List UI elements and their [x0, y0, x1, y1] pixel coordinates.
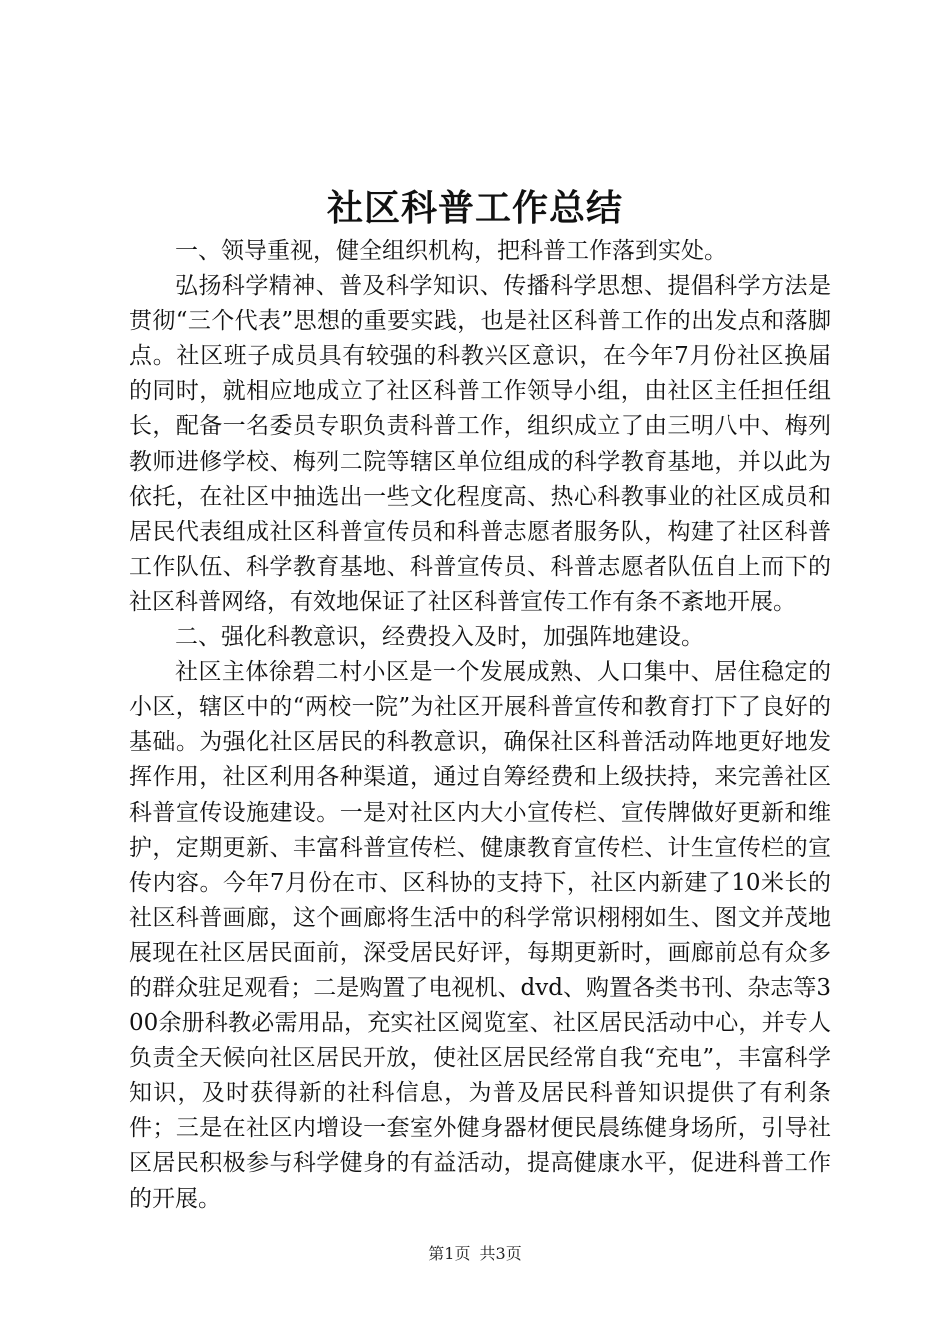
section-heading-2: 二、强化科教意识，经费投入及时，加强阵地建设。	[175, 624, 704, 651]
page-total: 共3页	[479, 1244, 522, 1263]
body-paragraph-1: 弘扬科学精神、普及科学知识、传播科学思想、提倡科学方法是贯彻“三个代表”思想的重要实践，也是社区科普工作的出发点和落脚点。社区班子成员具有较强的科教兴区意识，在今年7月份社区换届的同时，就相应地成立了社区科普工作领导小组，由社区主任担任组长，配备一名委员专职负责科普工作，组织成立了由三明八中、梅列教师进修学校、梅列二院等辖区单位组成的科学教育基地，并以此为依托，在社区中抽选出一些文化程度高、热心科教事业的社区成员和居民代表组成社区科普宣传员和科普志愿者服务队，构建了社区科普工作队伍、科学教育基地、科普宣传员、科普志愿者队伍自上而下的社区科普网络，有效地保证了社区科普宣传工作有条不紊地开展。	[129, 273, 831, 615]
document-body	[129, 234, 831, 1217]
body-paragraph-2: 社区主体徐碧二村小区是一个发展成熟、人口集中、居住稳定的小区，辖区中的“两校一院”为社区开展科普宣传和教育打下了良好的基础。为强化社区居民的科教意识，确保社区科普活动阵地更好地发挥作用，社区利用各种渠道，通过自筹经费和上级扶持，来完善社区科普宣传设施建设。一是对社区内大小宣传栏、宣传牌做好更新和维护，定期更新、丰富科普宣传栏、健康教育宣传栏、计生宣传栏的宣传内容。今年7月份在市、区科协的支持下，社区内新建了10米长的社区科普画廊，这个画廊将生活中的科学常识栩栩如生、图文并茂地展现在社区居民面前，深受居民好评，每期更新时，画廊前总有众多的群众驻足观看；二是购置了电视机、dvd、购置各类书刊、杂志等300余册科教必需用品，充实社区阅览室、社区居民活动中心，并专人负责全天候向社区居民开放，使社区居民经常自我“充电”，丰富科学知识，及时获得新的社科信息，为普及居民科普知识提供了有利条件；三是在社区内增设一套室外健身器材便民晨练健身场所，引导社区居民积极参与科学健身的有益活动，提高健康水平，促进科普工作的开展。	[129, 659, 831, 1212]
section-heading-1: 一、领导重视，健全组织机构，把科普工作落到实处。	[175, 238, 727, 264]
page-footer	[0, 1243, 950, 1265]
document-title: 社区科普工作总结	[326, 187, 623, 229]
page-number: 第1页	[428, 1244, 471, 1263]
